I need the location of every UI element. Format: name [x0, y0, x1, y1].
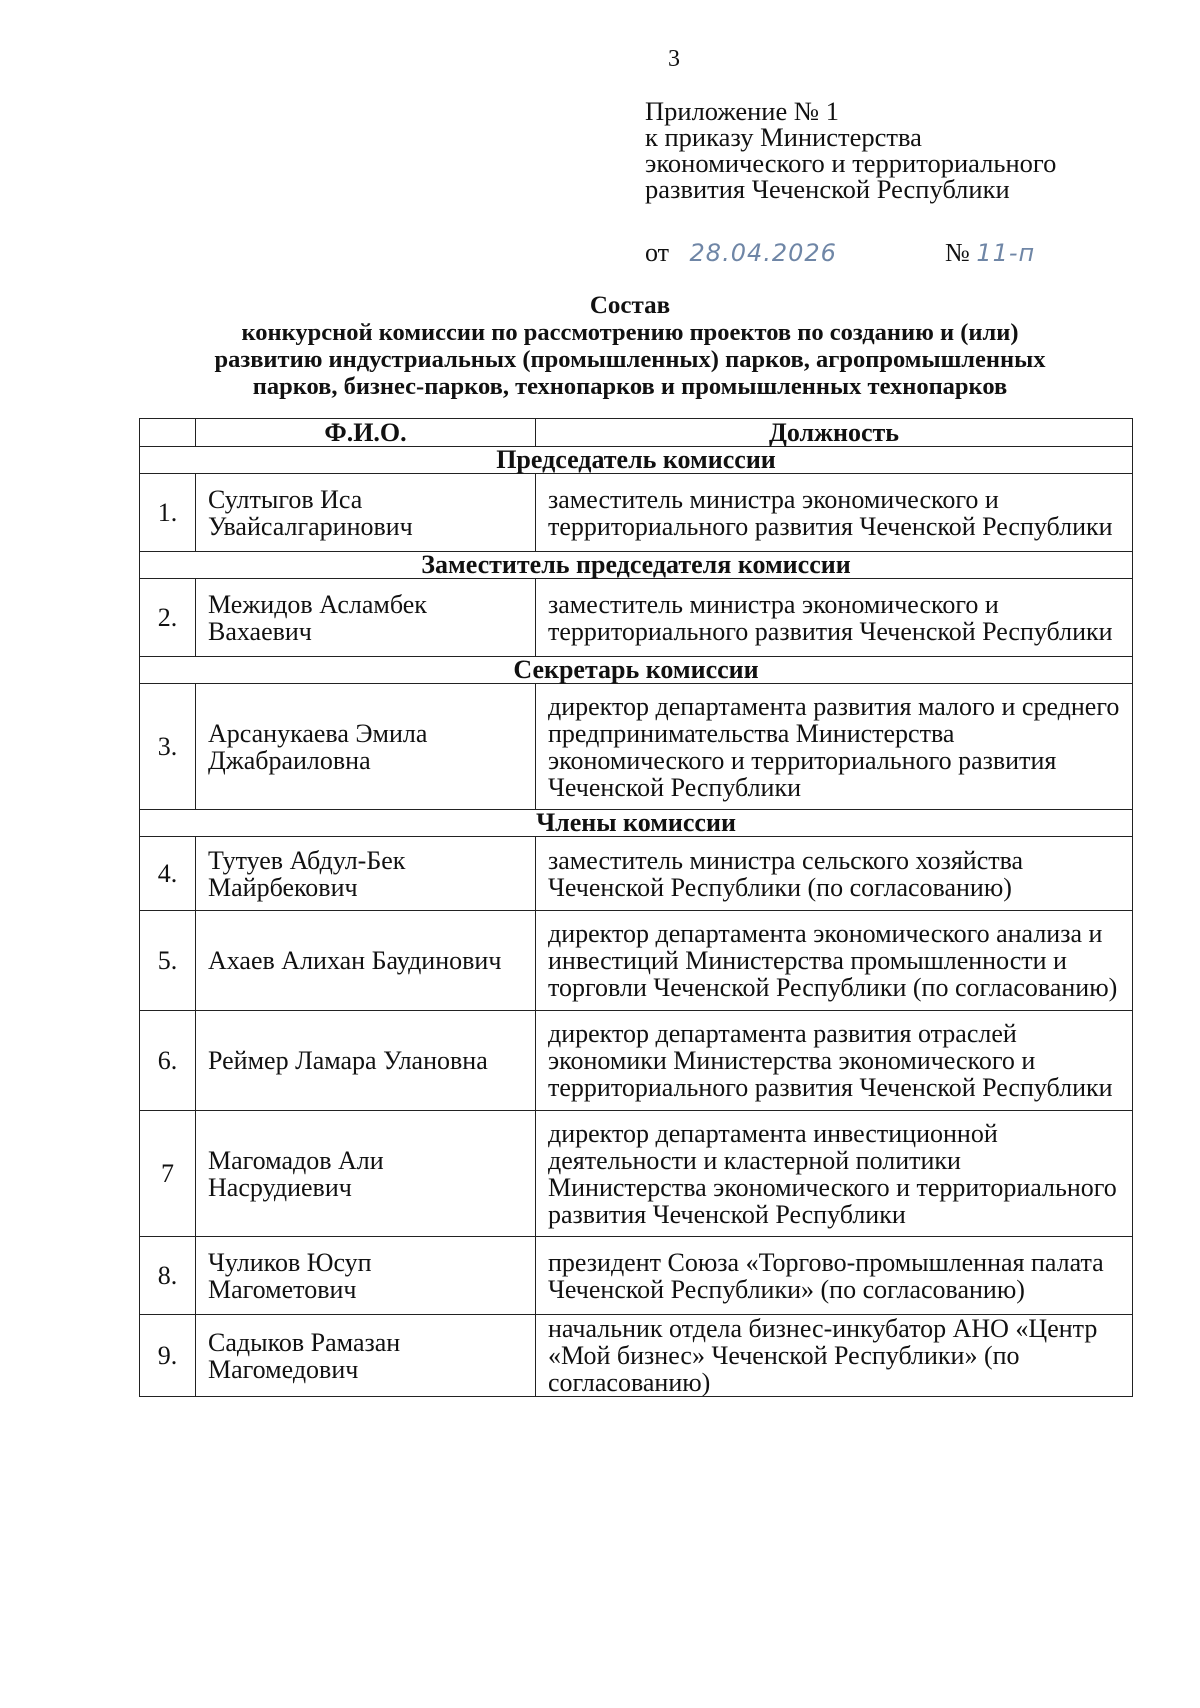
table-header-row: [140, 419, 1133, 447]
member-name: Чуликов Юсуп Магометович: [196, 1237, 536, 1315]
section-title: Секретарь комиссии: [140, 657, 1133, 684]
member-name: Ахаев Алихан Баудинович: [196, 911, 536, 1011]
annex-header: [645, 98, 1056, 202]
row-number: 4.: [140, 837, 196, 911]
member-position: директор департамента развития малого и среднего предпринимательства Министерства экономического и территориального развития Чеченской Республики: [536, 684, 1133, 810]
heading-title: Состав: [589, 292, 671, 319]
header-name-cell: Ф.И.О.: [196, 419, 536, 447]
table-row: [140, 837, 1133, 911]
row-number: 8.: [140, 1237, 196, 1315]
heading-line: конкурсной комиссии по рассмотрению проектов по созданию и (или): [241, 319, 1019, 346]
member-position: директор департамента экономического анализа и инвестиций Министерства промышленности и торговли Чеченской Республики (по согласованию): [536, 911, 1133, 1011]
order-number: [945, 238, 1035, 268]
header-position-cell: Должность: [536, 419, 1133, 447]
member-name: Межидов Асламбек Вахаевич: [196, 579, 536, 657]
member-position: директор департамента развития отраслей экономики Министерства экономического и территориального развития Чеченской Республики: [536, 1011, 1133, 1111]
row-number: 3.: [140, 684, 196, 810]
member-position: директор департамента инвестиционной деятельности и кластерной политики Министерства экономического и территориального развития Чеченской Республики: [536, 1111, 1133, 1237]
member-name: Султыгов Иса Увайсалгаринович: [196, 474, 536, 552]
document-heading: [130, 292, 1130, 400]
section-title: Председатель комиссии: [140, 447, 1133, 474]
member-name: Тутуев Абдул-Бек Майрбекович: [196, 837, 536, 911]
header-num-cell: [140, 419, 196, 447]
section-title: Заместитель председателя комиссии: [140, 552, 1133, 579]
order-number-label: №: [945, 238, 970, 267]
member-position: заместитель министра экономического и территориального развития Чеченской Республики: [536, 474, 1133, 552]
member-position: начальник отдела бизнес-инкубатор АНО «Центр «Мой бизнес» Чеченской Республики» (по согласованию): [536, 1315, 1133, 1397]
section-row: [140, 552, 1133, 579]
table-row: [140, 579, 1133, 657]
table-row: [140, 911, 1133, 1011]
member-name: Садыков Рамазан Магомедович: [196, 1315, 536, 1397]
order-date-label: от: [645, 238, 670, 267]
table-row: [140, 1315, 1133, 1397]
member-name: Магомадов Али Насрудиевич: [196, 1111, 536, 1237]
member-name: Арсанукаева Эмила Джабраиловна: [196, 684, 536, 810]
table-row: [140, 1237, 1133, 1315]
heading-line: парков, бизнес-парков, технопарков и промышленных технопарков: [252, 373, 1008, 400]
order-number-handwritten: 11-п: [976, 239, 1036, 267]
section-row: [140, 810, 1133, 837]
member-position: заместитель министра экономического и территориального развития Чеченской Республики: [536, 579, 1133, 657]
member-position: президент Союза «Торгово-промышленная палата Чеченской Республики» (по согласованию): [536, 1237, 1133, 1315]
annex-line: экономического и территориального: [645, 148, 1057, 178]
commission-table: [139, 418, 1133, 1397]
annex-line: развития Чеченской Республики: [645, 174, 1010, 204]
row-number: 2.: [140, 579, 196, 657]
member-position: заместитель министра сельского хозяйства Чеченской Республики (по согласованию): [536, 837, 1133, 911]
order-date-handwritten: 28.04.2026: [689, 239, 837, 267]
member-name: Реймер Ламара Улановна: [196, 1011, 536, 1111]
commission-table-body: [140, 419, 1133, 1397]
heading-line: развитию индустриальных (промышленных) парков, агропромышленных: [214, 346, 1046, 373]
annex-line: к приказу Министерства: [645, 122, 922, 152]
section-row: [140, 657, 1133, 684]
annex-line: Приложение № 1: [645, 96, 840, 126]
row-number: 1.: [140, 474, 196, 552]
section-row: [140, 447, 1133, 474]
section-title: Члены комиссии: [140, 810, 1133, 837]
table-row: [140, 1011, 1133, 1111]
table-row: [140, 474, 1133, 552]
order-reference: [645, 238, 1036, 268]
table-row: [140, 684, 1133, 810]
table-row: [140, 1111, 1133, 1237]
row-number: 9.: [140, 1315, 196, 1397]
row-number: 5.: [140, 911, 196, 1011]
row-number: 7: [140, 1111, 196, 1237]
page-number: 3: [668, 46, 680, 72]
row-number: 6.: [140, 1011, 196, 1111]
